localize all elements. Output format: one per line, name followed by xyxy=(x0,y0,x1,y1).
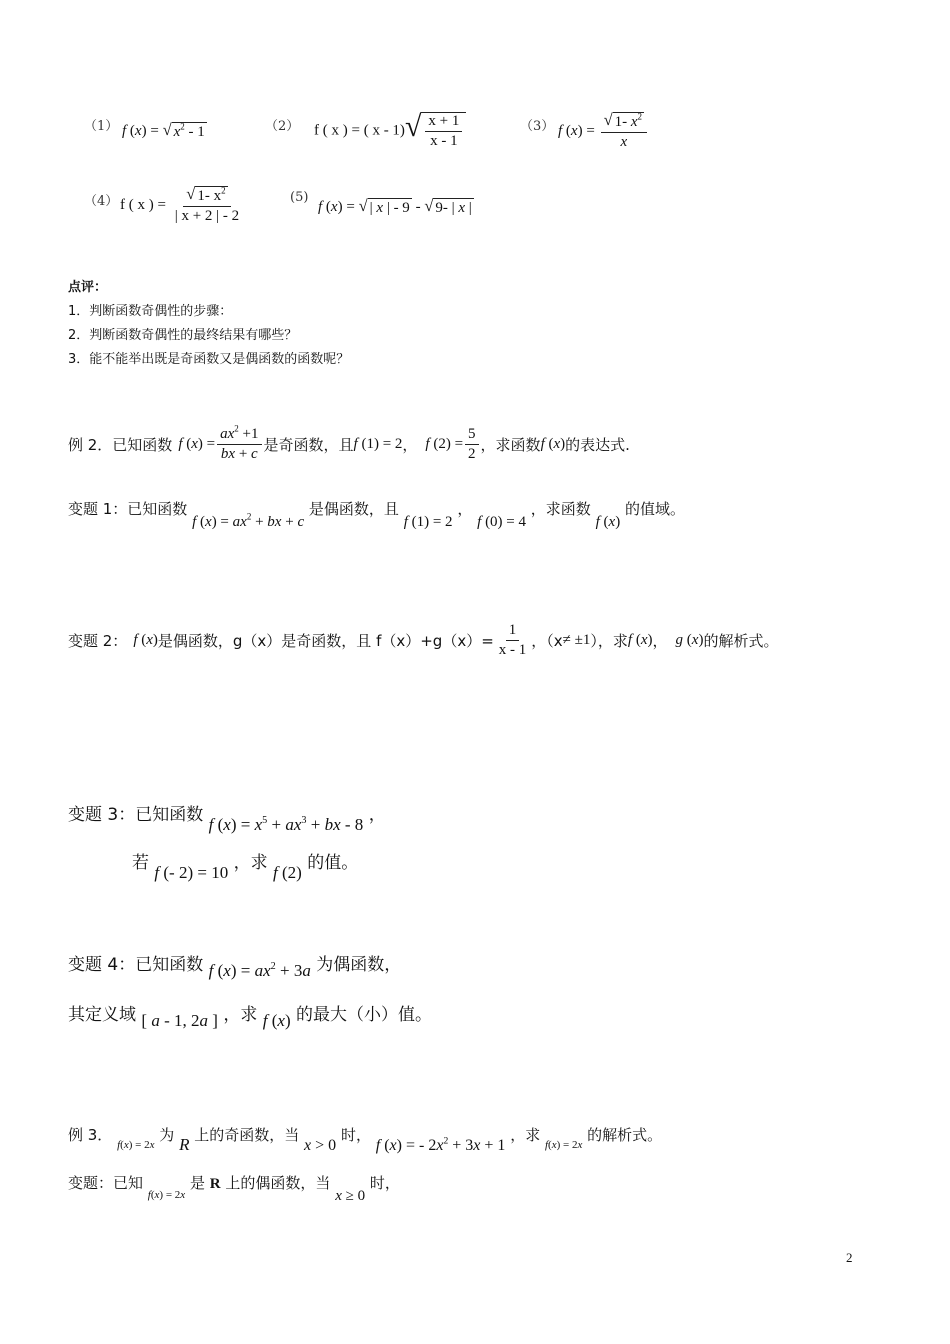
problem-1-label: （1） xyxy=(84,119,119,134)
example-2-text2: ， xyxy=(402,436,418,455)
variant-3-find: ，求 xyxy=(233,853,268,873)
variant-1-text4: 的值域。 xyxy=(624,500,685,518)
example-2-text1: 是奇函数，且 xyxy=(263,436,354,455)
example-2-five-halves: $\frac{5}{2}$ xyxy=(465,426,479,464)
example-3-R: R xyxy=(179,1135,190,1154)
example-3-fx2: f(x) = 2x xyxy=(544,1139,583,1151)
variant-2-text3: ），求 xyxy=(590,632,628,651)
example-3-text2: 上的奇函数，当 xyxy=(194,1126,300,1144)
variant-3-line-2 xyxy=(132,848,359,882)
variant-4-text1: 为偶函数， xyxy=(316,955,402,975)
problem-4-label: （4） xyxy=(84,194,119,209)
variant-5-R: R xyxy=(209,1176,221,1192)
problem-4-formula: f ( x ) = √ 1- $x^2$ | x + 2 | - 2 xyxy=(120,184,240,224)
variant-1-text2: ， xyxy=(457,500,473,518)
problem-2-formula: f ( x ) = ( x - 1) √ $\frac{x + 1}{x - 1}$ xyxy=(314,112,466,151)
variant-4-find: ，求 xyxy=(223,1005,258,1025)
variant-4-interval: [ a - 1, 2a ] xyxy=(141,1011,218,1030)
example-2-fx2: f (x) xyxy=(540,436,566,453)
variant-4-line-2 xyxy=(68,1000,433,1030)
example-3-text3: 时， xyxy=(340,1126,371,1144)
review-item-3: 3．能不能举出既是奇函数又是偶函数的函数呢？ xyxy=(68,352,350,367)
variant-3-if: 若 xyxy=(132,853,149,873)
example-3-line xyxy=(68,1124,663,1154)
example-3-fx: f(x) = 2x xyxy=(117,1139,155,1151)
variant-2-gx: g (x) xyxy=(675,632,704,649)
variant-2-text2: ，（x xyxy=(531,632,563,651)
variant-5-text2: 上的偶函数，当 xyxy=(225,1174,331,1192)
variant-2-prefix: 变题 2： xyxy=(68,632,128,651)
variant-3-f2: f (2) xyxy=(273,863,302,882)
page-number: 2 xyxy=(846,1250,853,1265)
variant-4-fx: f $(x) = ax^2 + 3a$ xyxy=(208,960,311,980)
problem-5-label: (5) xyxy=(290,190,309,205)
problem-3-label: （3） xyxy=(520,119,555,134)
example-2-text3: ，求函数 xyxy=(480,436,541,455)
review-heading: 点评： xyxy=(68,280,108,295)
problem-2-label: （2） xyxy=(265,119,300,134)
example-3-xgt0: x > 0 xyxy=(304,1137,337,1154)
variant-1-line xyxy=(68,498,685,530)
example-3-text1: 为 xyxy=(159,1126,175,1144)
variant-5-line xyxy=(68,1172,400,1204)
variant-5-prefix: 变题：已知 xyxy=(68,1174,144,1192)
variant-1-text3: ，求函数 xyxy=(530,500,591,518)
example-2-fraction: $\frac{ax^2 +1}{bx + c}$ xyxy=(217,426,261,464)
variant-3-fm2: f (- 2) = 10 xyxy=(154,863,229,882)
variant-2-line xyxy=(68,622,778,660)
example-3-prefix: 例 3． xyxy=(68,1126,113,1144)
variant-2-fx: f (x) xyxy=(133,632,158,649)
variant-1-fx2: f (x) xyxy=(595,514,621,530)
variant-5-text3: 时， xyxy=(369,1174,400,1192)
variant-5-xge0: x ≥ 0 xyxy=(335,1188,366,1204)
variant-2-text5: 的解析式。 xyxy=(703,632,779,651)
variant-4-max-min: 的最大（小）值。 xyxy=(296,1005,433,1025)
review-item-1: 1．判断函数奇偶性的步骤： xyxy=(68,304,233,319)
example-3-text5: 的解析式。 xyxy=(587,1126,663,1144)
example-2-f2: f (2) = xyxy=(425,436,464,453)
variant-2-neq: ≠ ±1 xyxy=(562,632,591,649)
variant-1-f0: f (0) = 4 xyxy=(477,514,527,530)
variant-4-line-1 xyxy=(68,950,402,980)
variant-5-text1: 是 xyxy=(189,1174,205,1192)
variant-3-line-1 xyxy=(68,800,386,834)
variant-2-text4: ， xyxy=(652,632,668,651)
variant-3-value: 的值。 xyxy=(307,853,359,873)
variant-3-prefix: 变题 3：已知函数 xyxy=(68,805,204,825)
variant-5-fx: f(x) = 2x xyxy=(147,1189,186,1201)
review-item-2: 2．判断函数奇偶性的最终结果有哪些？ xyxy=(68,328,298,343)
example-2-f1: f (1) = 2 xyxy=(353,436,403,453)
variant-4-domain-label: 其定义域 xyxy=(68,1005,136,1025)
example-2-text4: 的表达式. xyxy=(565,436,630,455)
problem-5-formula: f (x) = √ | x | - 9 - √ 9- | x | xyxy=(318,196,472,216)
example-3-poly: f (x) = - $2x^2 + 3x + 1$ xyxy=(375,1135,506,1154)
variant-1-text1: 是偶函数，且 xyxy=(308,500,399,518)
variant-4-fx2: f (x) xyxy=(262,1011,291,1030)
variant-1-fx: f $(x) = ax^2$ + bx + c xyxy=(192,511,305,530)
variant-3-comma: ， xyxy=(368,805,386,825)
example-2-fx: f (x) = xyxy=(178,436,216,453)
variant-2-text1: 是偶函数，g（x）是奇函数，且 f（x）+g（x）= xyxy=(157,632,494,651)
variant-2-fx2: f (x) xyxy=(627,632,653,649)
variant-2-fraction: $\frac{1}{x - 1}$ xyxy=(498,622,527,659)
example-2-prefix: 例 2．已知函数 xyxy=(68,436,173,455)
variant-1-prefix: 变题 1：已知函数 xyxy=(68,500,188,518)
variant-1-f1: f (1) = 2 xyxy=(403,514,453,530)
example-3-text4: ，求 xyxy=(510,1126,541,1144)
variant-4-prefix: 变题 4：已知函数 xyxy=(68,955,204,975)
problem-1-formula: f (x) = √ $x^2 - 1$ xyxy=(122,120,205,140)
variant-3-fx: f $(x) = x^5 + ax^3$ + bx - 8 xyxy=(208,814,364,834)
problem-3-formula: f (x) = √ 1- $x^2$ x xyxy=(558,112,649,151)
example-2-line xyxy=(68,423,630,464)
